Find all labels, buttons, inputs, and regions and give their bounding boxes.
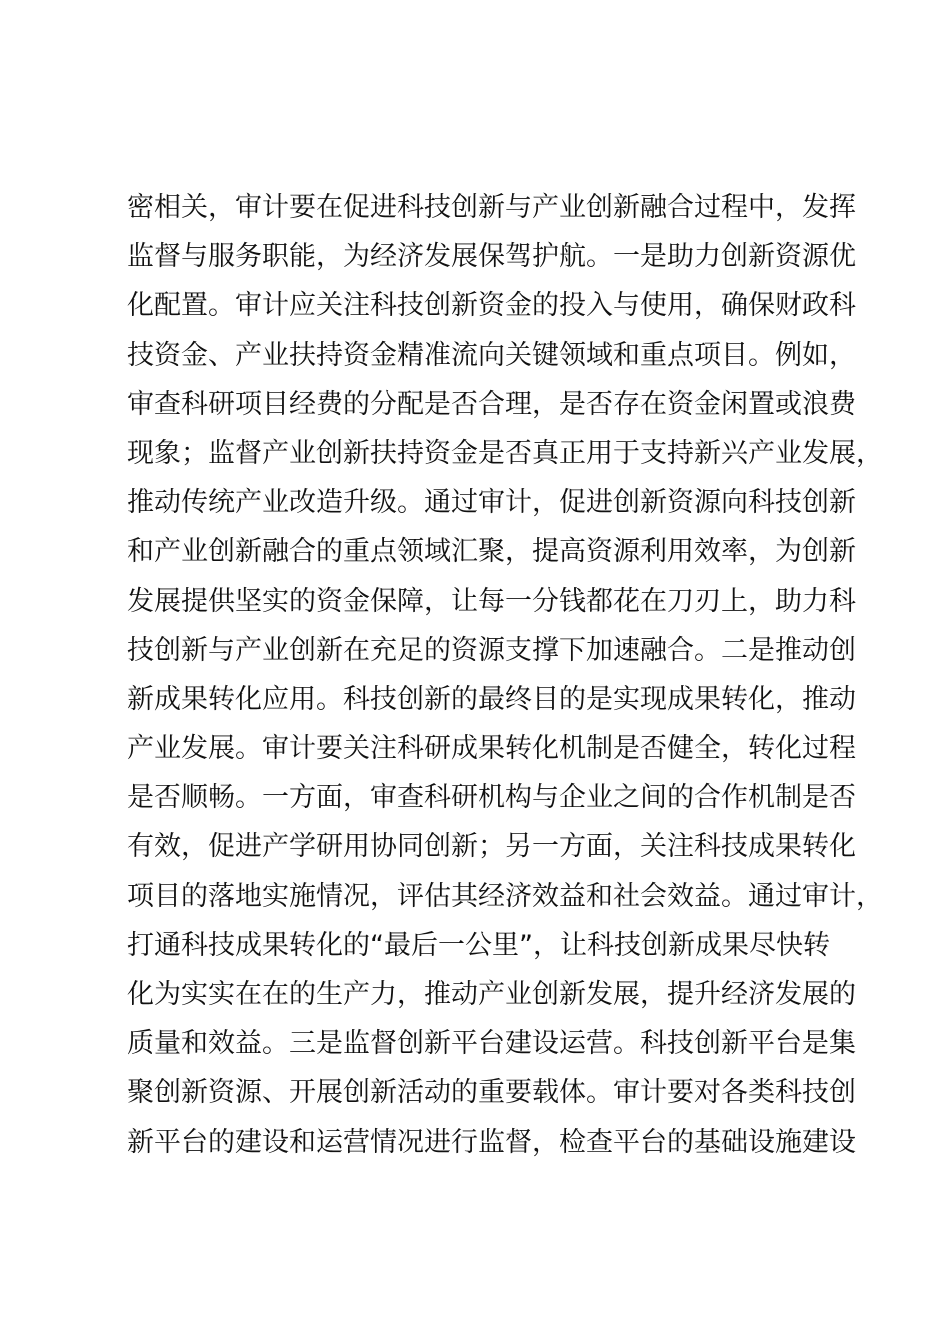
text-line: 新平台的建设和运营情况进行监督，检查平台的基础设施建设 [127, 1126, 856, 1158]
text-line: 化配置。审计应关注科技创新资金的投入与使用，确保财政科 [127, 290, 856, 322]
text-line: 技创新与产业创新在充足的资源支撑下加速融合。二是推动创 [127, 634, 856, 666]
body-text [127, 183, 883, 1167]
text-line: 化为实实在在的生产力，推动产业创新发展，提升经济发展的 [127, 979, 856, 1010]
text-line: 项目的落地实施情况，评估其经济效益和社会效益。通过审计， [127, 880, 883, 912]
text-line: 产业发展。审计要关注科研成果转化机制是否健全，转化过程 [127, 733, 856, 765]
text-line: 是否顺畅。一方面，审查科研机构与企业之间的合作机制是否 [127, 782, 856, 814]
text-line: 打通科技成果转化的“最后一公里”，让科技创新成果尽快转 [127, 929, 830, 961]
text-line: 审查科研项目经费的分配是否合理，是否存在资金闲置或浪费 [127, 388, 856, 420]
text-line: 和产业创新融合的重点领域汇聚，提高资源利用效率，为创新 [127, 536, 856, 568]
text-line: 监督与服务职能，为经济发展保驾护航。一是助力创新资源优 [127, 241, 856, 273]
text-line: 质量和效益。三是监督创新平台建设运营。科技创新平台是集 [127, 1028, 856, 1060]
text-line: 聚创新资源、开展创新活动的重要载体。审计要对各类科技创 [127, 1077, 856, 1109]
text-line: 有效，促进产学研用协同创新；另一方面，关注科技成果转化 [127, 831, 856, 863]
text-line: 现象；监督产业创新扶持资金是否真正用于支持新兴产业发展， [127, 437, 883, 469]
text-line: 推动传统产业改造升级。通过审计，促进创新资源向科技创新 [127, 487, 856, 519]
text-line: 技资金、产业扶持资金精准流向关键领域和重点项目。例如， [127, 339, 856, 371]
text-line: 新成果转化应用。科技创新的最终目的是实现成果转化，推动 [127, 683, 856, 715]
text-line: 密相关，审计要在促进科技创新与产业创新融合过程中，发挥 [127, 192, 856, 223]
text-line: 发展提供坚实的资金保障，让每一分钱都花在刀刃上，助力科 [127, 585, 856, 617]
